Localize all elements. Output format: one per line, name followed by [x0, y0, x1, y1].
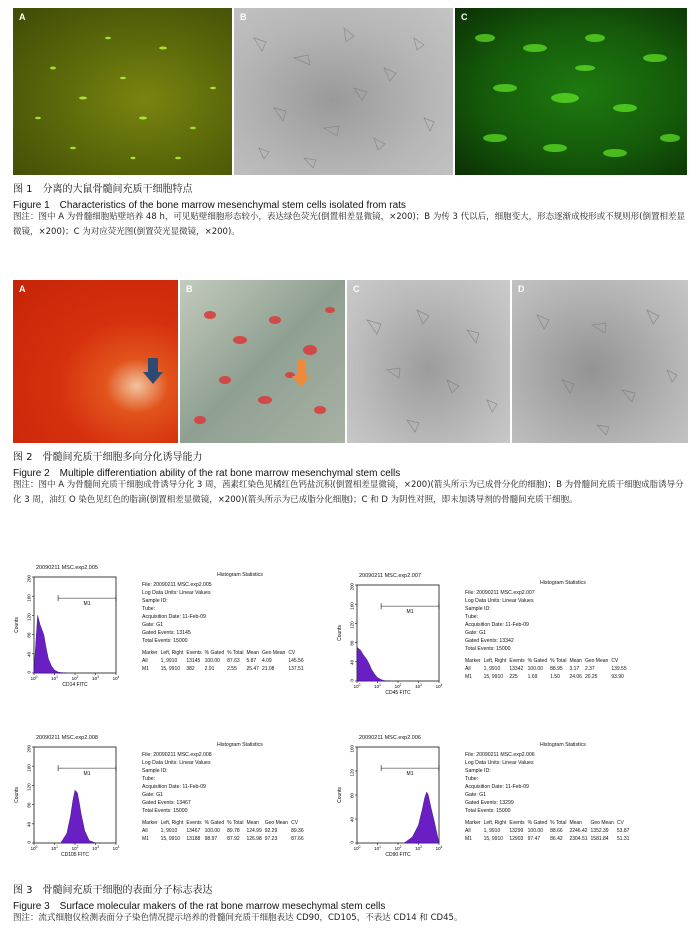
table-cell: 1, 9910	[483, 828, 501, 834]
table-cell: 382	[186, 666, 195, 672]
stats-line: Gated Events: 13342	[465, 638, 514, 644]
stats-title: Histogram Statistics	[540, 580, 586, 586]
stats-line: Total Events: 15000	[142, 808, 188, 814]
stats-line: File: 20090211 MSC.exp2.006	[465, 752, 535, 758]
table-cell: 2304.51	[569, 836, 588, 842]
x-axis-label: CD14 FITC	[62, 682, 88, 688]
stats-table-row	[465, 673, 630, 681]
stats-line: Acquisition Date: 11-Feb-09	[465, 784, 529, 790]
table-cell: 13342	[509, 666, 524, 672]
histogram-plot	[335, 735, 465, 875]
x-tick-label: $10^0$	[30, 845, 38, 851]
stats-table	[465, 657, 630, 681]
table-cell: M1	[142, 666, 149, 672]
header-cell: Geo Mean	[590, 820, 614, 826]
stats-line: Tube:	[142, 776, 156, 782]
plot-title: 20090211 MSC.exp2.008	[36, 735, 98, 741]
table-cell: 13467	[186, 828, 201, 834]
table-cell: All	[465, 666, 471, 672]
y-tick-label: 200	[26, 575, 32, 583]
table-cell: 5.87	[246, 658, 257, 664]
header-cell: Geo Mean	[261, 650, 286, 656]
stats-line: Sample ID:	[465, 606, 491, 612]
stats-table	[465, 819, 632, 843]
y-tick-label: 0	[349, 841, 355, 844]
x-tick-label: $10^4$	[112, 845, 120, 851]
stats-table-header	[142, 649, 307, 657]
header-cell: Events	[186, 820, 202, 826]
stats-table-row	[465, 835, 632, 843]
header-cell: % Gated	[204, 650, 225, 656]
header-cell: Mean	[569, 658, 582, 664]
table-cell: 124.99	[246, 828, 262, 834]
stats-line: Log Data Units: Linear Values	[465, 760, 534, 766]
stats-line: Acquisition Date: 11-Feb-09	[142, 614, 206, 620]
header-cell: % Total	[550, 820, 567, 826]
stats-table-header	[465, 819, 632, 827]
table-cell: 87.63	[227, 658, 240, 664]
figure2-panel-b-image	[180, 280, 345, 443]
table-cell: 98.97	[204, 836, 218, 842]
y-tick-label: 40	[349, 659, 355, 665]
y-tick-label: 80	[26, 632, 32, 638]
fluorescent-cells	[455, 8, 687, 175]
y-tick-label: 120	[26, 783, 32, 791]
stats-line: Gate: G1	[465, 630, 487, 636]
header-cell: Mean	[246, 650, 259, 656]
header-cell: Left, Right	[483, 820, 507, 826]
table-cell: 100.00	[204, 658, 220, 664]
table-cell: 13299	[509, 828, 524, 834]
histogram-statistics	[465, 579, 630, 681]
table-cell: 3.17	[569, 666, 580, 672]
table-cell: 25.47	[246, 666, 259, 672]
table-cell: 1, 9910	[483, 666, 501, 672]
x-tick-label: $10^2$	[71, 845, 79, 851]
table-cell: 15, 9910	[483, 836, 504, 842]
histogram-statistics	[142, 741, 307, 843]
panel-letter: C	[461, 12, 468, 22]
table-cell: 1.69	[527, 674, 538, 680]
header-cell: % Gated	[527, 820, 548, 826]
stats-line: Acquisition Date: 11-Feb-09	[142, 784, 206, 790]
table-cell: 1.50	[550, 674, 560, 680]
fluorescent-cells	[13, 8, 232, 175]
header-cell: Events	[186, 650, 202, 656]
stats-line: Gate: G1	[142, 792, 164, 798]
stats-line: Tube:	[465, 776, 479, 782]
y-tick-label: 80	[349, 640, 355, 646]
x-axis-label: CD45 FITC	[385, 690, 411, 696]
phase-contrast-cells	[347, 280, 510, 443]
y-tick-label: 120	[349, 621, 355, 629]
header-cell: Marker	[142, 650, 158, 656]
stats-table-row	[142, 827, 307, 835]
y-tick-label: 160	[349, 745, 355, 753]
header-cell: Marker	[142, 820, 158, 826]
gate-label: M1	[406, 609, 414, 616]
flow-histogram-cd105	[12, 735, 342, 875]
figure3-caption-zh: 图 3 骨髓间充质干细胞的表面分子标志表达	[13, 885, 213, 896]
stats-line: File: 20090211 MSC.exp2.008	[142, 752, 212, 758]
stats-table-header	[465, 657, 630, 665]
histogram-statistics	[465, 741, 632, 843]
histogram-statistics	[142, 571, 307, 673]
stats-line: Log Data Units: Linear Values	[465, 598, 534, 604]
y-tick-label: 40	[26, 821, 32, 827]
stats-line: File: 20090211 MSC.exp2.007	[465, 590, 535, 596]
header-cell: % Total	[227, 650, 244, 656]
table-cell: 12903	[509, 836, 524, 842]
header-cell: Left, Right	[160, 650, 184, 656]
figure2-note: 图注：图中 A 为骨髓间充质干细胞成骨诱导分化 3 周，茜素红染色见橘红色钙盐沉积(倒置相差显微镜，×200)(箭头所示为已成骨分化的细胞)；B 为骨髓间充质干细胞成脂诱导分化 3 周，油红 O 染色见红色的脂滴(倒置相差显微镜，×200)(箭头所示为已成脂分化细胞)；C 和 D 为阴性对照，即未加诱导剂的骨髓间充质干细胞。	[13, 480, 684, 505]
x-tick-label: $10^3$	[92, 675, 99, 681]
panel-letter: A	[19, 12, 26, 22]
plot-title: 20090211 MSC.exp2.006	[359, 735, 421, 741]
histogram-plot	[335, 573, 465, 713]
x-tick-label: $10^1$	[374, 683, 381, 689]
header-cell: CV	[291, 820, 299, 826]
panel-letter: C	[353, 284, 360, 294]
y-axis-label: Counts	[337, 787, 343, 803]
table-cell: 88.66	[550, 828, 563, 834]
table-cell: M1	[142, 836, 149, 842]
flow-histogram-cd90	[335, 735, 690, 875]
figure1-panel-a-image	[13, 8, 232, 175]
y-axis-label: Counts	[14, 617, 20, 633]
table-cell: 93.90	[611, 674, 624, 680]
y-axis-label: Counts	[337, 625, 343, 641]
stats-table-row	[142, 835, 307, 843]
table-cell: M1	[465, 836, 472, 842]
stats-line: Tube:	[465, 614, 479, 620]
table-cell: 88.95	[550, 666, 563, 672]
table-cell: 1, 9910	[160, 828, 178, 834]
stats-line: File: 20090211 MSC.exp2.005	[142, 582, 212, 588]
figure2-panel-c-image	[347, 280, 510, 443]
stats-table-row	[142, 657, 307, 665]
table-cell: 2.37	[584, 666, 595, 672]
stats-line: Log Data Units: Linear Values	[142, 590, 211, 596]
x-axis-label: CD90 FITC	[385, 852, 411, 858]
x-axis-label: CD105 FITC	[60, 852, 90, 858]
stats-table	[142, 819, 307, 843]
x-tick-label: $10^3$	[415, 845, 422, 851]
header-cell: Geo Mean	[264, 820, 289, 826]
x-tick-label: $10^4$	[435, 683, 443, 689]
y-tick-label: 80	[349, 793, 355, 799]
stats-title: Histogram Statistics	[217, 742, 263, 748]
table-cell: 1581.84	[590, 836, 609, 842]
table-cell: 13188	[186, 836, 201, 842]
table-cell: 1352.39	[590, 828, 609, 834]
table-cell: 21.08	[261, 666, 275, 672]
header-cell: Events	[509, 658, 525, 664]
table-cell: 100.00	[527, 666, 543, 672]
table-cell: 100.00	[527, 828, 543, 834]
header-cell: % Total	[227, 820, 244, 826]
table-cell: 86.42	[550, 836, 563, 842]
y-tick-label: 0	[349, 679, 355, 682]
table-cell: 20.25	[584, 674, 598, 680]
stats-line: Log Data Units: Linear Values	[142, 760, 211, 766]
table-cell: 1, 9910	[160, 658, 178, 664]
y-tick-label: 40	[26, 651, 32, 657]
header-cell: Marker	[465, 820, 481, 826]
plot-title: 20090211 MSC.exp2.005	[36, 565, 98, 571]
stats-line: Gated Events: 13467	[142, 800, 191, 806]
table-cell: All	[142, 828, 148, 834]
panel-letter: A	[19, 284, 26, 294]
x-tick-label: $10^3$	[92, 845, 99, 851]
stats-line: Acquisition Date: 11-Feb-09	[465, 622, 529, 628]
stats-line: Total Events: 15000	[142, 638, 188, 644]
x-tick-label: $10^1$	[374, 845, 381, 851]
stats-title: Histogram Statistics	[217, 572, 263, 578]
stats-line: Gated Events: 13145	[142, 630, 191, 636]
y-tick-label: 160	[349, 602, 355, 610]
y-tick-label: 40	[349, 817, 355, 823]
stats-table	[142, 649, 307, 673]
flow-histogram-cd14	[12, 565, 342, 705]
header-cell: Marker	[465, 658, 481, 664]
stats-line: Tube:	[142, 606, 156, 612]
y-tick-label: 0	[26, 841, 32, 844]
header-cell: CV	[611, 658, 619, 664]
stats-line: Total Events: 15000	[465, 646, 511, 652]
figure1-panel-c-image	[455, 8, 687, 175]
table-cell: 51.31	[616, 836, 630, 842]
header-cell: Mean	[569, 820, 582, 826]
stats-table-row	[465, 827, 632, 835]
table-cell: 2.55	[227, 666, 237, 672]
y-tick-label: 0	[26, 671, 32, 674]
gate-label: M1	[83, 601, 91, 608]
y-tick-label: 80	[26, 802, 32, 808]
stats-title: Histogram Statistics	[540, 742, 586, 748]
figure2-caption-en: Figure 2 Multiple differentiation ability of the rat bone marrow mesenchymal stem cells	[13, 468, 401, 479]
y-axis-label: Counts	[14, 787, 20, 803]
y-tick-label: 120	[349, 769, 355, 777]
header-cell: Mean	[246, 820, 259, 826]
figure1-caption-zh: 图 1 分离的大鼠骨髓间充质干细胞特点	[13, 184, 193, 195]
table-cell: 4.09	[261, 658, 272, 664]
table-cell: 15, 9910	[483, 674, 504, 680]
stats-line: Gate: G1	[142, 622, 164, 628]
histogram-plot	[12, 735, 142, 875]
y-tick-label: 200	[349, 583, 355, 591]
x-tick-label: $10^4$	[112, 675, 120, 681]
table-cell: 53.87	[616, 828, 630, 834]
header-cell: Left, Right	[160, 820, 184, 826]
x-tick-label: $10^2$	[394, 845, 402, 851]
table-cell: All	[142, 658, 148, 664]
table-cell: 87.66	[291, 836, 304, 842]
phase-contrast-cells	[512, 280, 688, 443]
gate-label: M1	[406, 771, 414, 778]
stats-table-row	[465, 665, 630, 673]
stats-table-header	[142, 819, 307, 827]
x-tick-label: $10^0$	[30, 675, 38, 681]
x-tick-label: $10^0$	[353, 683, 361, 689]
header-cell: Events	[509, 820, 525, 826]
figure1-note: 图注：图中 A 为骨髓细胞贴壁培养 48 h，可见贴壁细胞形态较小，表达绿色荧光(倒置相差显微镜，×200)；B 为传 3 代以后，细胞变大，形态逐渐成梭形或不规则形(倒置相差显微镜，×200)；C 为对应荧光图(倒置荧光显微镜，×200)。	[13, 212, 685, 237]
table-cell: 89.78	[227, 828, 240, 834]
stats-line: Gated Events: 13299	[465, 800, 514, 806]
table-cell: 97.23	[264, 836, 278, 842]
stats-line: Sample ID:	[465, 768, 491, 774]
histogram-plot	[12, 565, 142, 705]
x-tick-label: $10^4$	[435, 845, 443, 851]
figure3-note: 图注：流式细胞仪检测表面分子染色情况提示培养的骨髓间充质干细胞表达 CD90，CD105，不表达 CD14 和 CD45。	[13, 913, 463, 923]
y-tick-label: 200	[26, 745, 32, 753]
table-cell: 15, 9910	[160, 666, 181, 672]
lipid-droplets	[180, 280, 345, 443]
flow-histogram-cd45	[335, 573, 690, 713]
stats-line: Sample ID:	[142, 598, 168, 604]
x-tick-label: $10^2$	[394, 683, 402, 689]
plot-title: 20090211 MSC.exp2.007	[359, 573, 421, 579]
table-cell: All	[465, 828, 471, 834]
panel-letter: D	[518, 284, 525, 294]
y-tick-label: 120	[26, 613, 32, 621]
figure2-caption-zh: 图 2 骨髓间充质干细胞多向分化诱导能力	[13, 452, 203, 463]
table-cell: 2246.42	[569, 828, 588, 834]
arrow-icon	[13, 280, 178, 443]
table-cell: 126.98	[246, 836, 262, 842]
stats-line: Sample ID:	[142, 768, 168, 774]
stats-line: Total Events: 15000	[465, 808, 511, 814]
gate-label: M1	[83, 771, 91, 778]
header-cell: % Gated	[527, 658, 548, 664]
x-tick-label: $10^1$	[51, 845, 58, 851]
table-cell: 225	[509, 674, 518, 680]
stats-table-row	[142, 665, 307, 673]
figure1-panel-b-image	[234, 8, 453, 175]
x-tick-label: $10^0$	[353, 845, 361, 851]
header-cell: % Total	[550, 658, 567, 664]
phase-contrast-cells	[234, 8, 453, 175]
header-cell: CV	[288, 650, 296, 656]
table-cell: 2.91	[204, 666, 215, 672]
table-cell: 145.56	[288, 658, 304, 664]
panel-letter: B	[240, 12, 247, 22]
header-cell: Left, Right	[483, 658, 507, 664]
stats-line: Gate: G1	[465, 792, 487, 798]
x-tick-label: $10^3$	[415, 683, 422, 689]
table-cell: 87.92	[227, 836, 240, 842]
table-cell: 13145	[186, 658, 201, 664]
figure3-caption-en: Figure 3 Surface molecular makers of the rat bone marrow mesechymal stem cells	[13, 901, 386, 912]
header-cell: % Gated	[204, 820, 225, 826]
figure1-caption-en: Figure 1 Characteristics of the bone marrow mesenchymal stem cells isolated from rats	[13, 200, 406, 211]
y-tick-label: 160	[26, 764, 32, 772]
table-cell: 92.29	[264, 828, 278, 834]
table-cell: 89.36	[291, 828, 304, 834]
table-cell: 137.51	[288, 666, 304, 672]
table-cell: 139.55	[611, 666, 627, 672]
table-cell: 24.06	[569, 674, 582, 680]
table-cell: 15, 9910	[160, 836, 181, 842]
header-cell: CV	[616, 820, 624, 826]
table-cell: M1	[465, 674, 472, 680]
figure2-panel-a-image	[13, 280, 178, 443]
header-cell: Geo Mean	[584, 658, 609, 664]
y-tick-label: 160	[26, 594, 32, 602]
table-cell: 100.00	[204, 828, 220, 834]
panel-letter: B	[186, 284, 193, 294]
table-cell: 97.47	[527, 836, 541, 842]
x-tick-label: $10^2$	[71, 675, 79, 681]
x-tick-label: $10^1$	[51, 675, 58, 681]
figure2-panel-d-image	[512, 280, 688, 443]
